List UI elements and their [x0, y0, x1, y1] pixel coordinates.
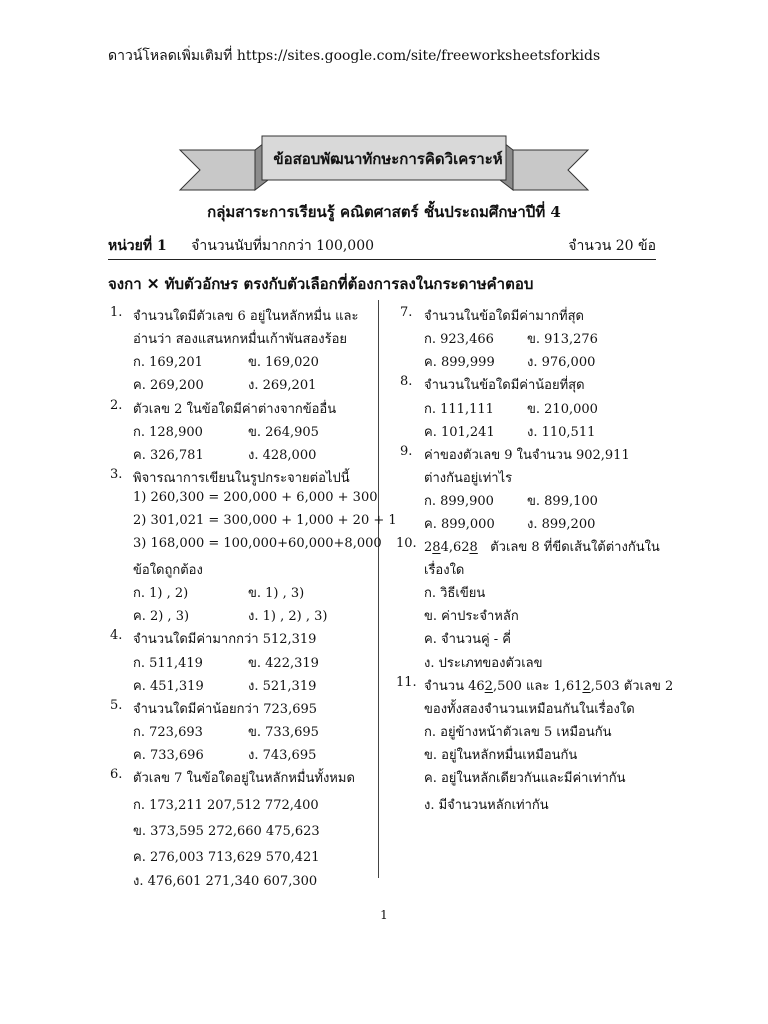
q11-part-1: จำนวน 46 — [424, 679, 485, 694]
q10-underlined-digit-1: 8 — [432, 540, 441, 555]
banner-title: ข้อสอบพัฒนาทักษะการคิดวิเคราะห์ — [273, 150, 503, 168]
q4-choice-c[interactable]: ค. 451,319 — [133, 679, 204, 694]
q5-choice-b[interactable]: ข. 733,695 — [248, 725, 319, 740]
q10-choice-d[interactable]: ง. ประเภทของตัวเลข — [424, 656, 543, 671]
q4-choice-b[interactable]: ข. 422,319 — [248, 656, 319, 671]
q9-choice-c[interactable]: ค. 899,000 — [424, 517, 495, 532]
q2-choice-a[interactable]: ก. 128,900 — [133, 425, 203, 440]
download-note: ดาวน์โหลดเพิ่มเติมที่ https://sites.google.com/site/freeworksheetsforkids — [108, 48, 601, 64]
q9-choice-a[interactable]: ก. 899,900 — [424, 494, 494, 509]
q10-digit-c: 4,62 — [440, 540, 470, 555]
q3-choice-b[interactable]: ข. 1) , 3) — [248, 586, 305, 601]
q10-underlined-digit-2: 8 — [469, 540, 478, 555]
q2-text: ตัวเลข 2 ในข้อใดมีค่าต่างจากข้ออื่น — [133, 402, 337, 417]
q4-text: จำนวนใดมีค่ามากกว่า 512,319 — [133, 632, 317, 647]
q9-text: ค่าของตัวเลข 9 ในจำนวน 902,911 — [424, 448, 630, 463]
q7-choice-d[interactable]: ง. 976,000 — [527, 355, 596, 370]
q7-choice-c[interactable]: ค. 899,999 — [424, 355, 495, 370]
q11-choice-d[interactable]: ง. มีจำนวนหลักเท่ากัน — [424, 798, 549, 813]
q5-number: 5. — [110, 698, 123, 713]
divider-line — [108, 259, 656, 260]
q1-choice-d[interactable]: ง. 269,201 — [248, 378, 317, 393]
q9-text-2: ต่างกันอยู่เท่าไร — [424, 471, 513, 486]
q10-choice-b[interactable]: ข. ค่าประจำหลัก — [424, 609, 519, 624]
q6-text: ตัวเลข 7 ในข้อใดอยู่ในหลักหมื่นทั้งหมด — [133, 771, 355, 786]
q4-number: 4. — [110, 628, 123, 643]
q4-choice-d[interactable]: ง. 521,319 — [248, 679, 317, 694]
q8-number: 8. — [400, 374, 413, 389]
q5-text: จำนวนใดมีค่าน้อยกว่า 723,695 — [133, 702, 318, 717]
subject-title: กลุ่มสาระการเรียนรู้ คณิตศาสตร์ ชั้นประถมศึกษาปีที่ 4 — [207, 203, 561, 221]
q5-choice-d[interactable]: ง. 743,695 — [248, 748, 317, 763]
q10-rest: ตัวเลข 8 ที่ขีดเส้นใต้ต่างกันใน — [490, 540, 660, 555]
q11-underlined-digit-1: 2 — [484, 679, 493, 694]
page-number: 1 — [380, 908, 388, 922]
q3-number: 3. — [110, 467, 123, 482]
q1-text-2: อ่านว่า สองแสนหกหมื่นเก้าพันสองร้อย — [133, 332, 348, 347]
q11-choice-b[interactable]: ข. อยู่ในหลักหมื่นเหมือนกัน — [424, 748, 578, 763]
q3-text-2: ข้อใดถูกต้อง — [133, 563, 203, 578]
q9-choice-b[interactable]: ข. 899,100 — [527, 494, 598, 509]
q10-text-2: เรื่องใด — [424, 563, 465, 578]
q9-choice-d[interactable]: ง. 899,200 — [527, 517, 596, 532]
q9-number: 9. — [400, 444, 413, 459]
unit-title: จำนวนนับที่มากกว่า 100,000 — [191, 238, 375, 254]
q5-choice-c[interactable]: ค. 733,696 — [133, 748, 204, 763]
q3-choice-a[interactable]: ก. 1) , 2) — [133, 586, 189, 601]
q6-number: 6. — [110, 767, 123, 782]
q6-choice-a[interactable]: ก. 173,211 207,512 772,400 — [133, 798, 319, 813]
q7-number: 7. — [400, 305, 413, 320]
q11-choice-a[interactable]: ก. อยู่ข้างหน้าตัวเลข 5 เหมือนกัน — [424, 725, 612, 740]
unit-row — [108, 235, 656, 257]
q3-statement-3: 3) 168,000 = 100,000+60,000+8,000 — [133, 536, 382, 551]
q4-choice-a[interactable]: ก. 511,419 — [133, 656, 203, 671]
q11-text — [424, 675, 673, 696]
q3-choice-d[interactable]: ง. 1) , 2) , 3) — [248, 609, 328, 624]
q7-choice-b[interactable]: ข. 913,276 — [527, 332, 598, 347]
q10-choice-c[interactable]: ค. จำนวนคู่ - คี่ — [424, 632, 512, 647]
q8-choice-d[interactable]: ง. 110,511 — [527, 425, 596, 440]
q11-part-3: ,503 ตัวเลข 2 — [590, 679, 674, 694]
q6-choice-b[interactable]: ข. 373,595 272,660 475,623 — [133, 824, 320, 839]
q6-choice-c[interactable]: ค. 276,003 713,629 570,421 — [133, 850, 320, 865]
instruction: จงกา ✕ ทับตัวอักษร ตรงกับตัวเลือกที่ต้องการลงในกระดาษคำตอบ — [108, 275, 534, 293]
q2-number: 2. — [110, 398, 123, 413]
q1-choice-b[interactable]: ข. 169,020 — [248, 355, 319, 370]
unit-number: หน่วยที่ 1 — [108, 238, 167, 254]
q11-text-2: ของทั้งสองจำนวนเหมือนกันในเรื่องใด — [424, 702, 635, 717]
q8-choice-a[interactable]: ก. 111,111 — [424, 402, 494, 417]
q5-choice-a[interactable]: ก. 723,693 — [133, 725, 203, 740]
q11-underlined-digit-2: 2 — [582, 679, 591, 694]
q10-choice-a[interactable]: ก. วิธีเขียน — [424, 586, 486, 601]
q10-number: 10. — [396, 536, 417, 551]
q1-choice-a[interactable]: ก. 169,201 — [133, 355, 203, 370]
q3-choice-c[interactable]: ค. 2) , 3) — [133, 609, 190, 624]
q3-text: พิจารณาการเขียนในรูปกระจายต่อไปนี้ — [133, 471, 350, 486]
q11-part-2: ,500 และ 1,61 — [492, 679, 583, 694]
q2-choice-b[interactable]: ข. 264,905 — [248, 425, 319, 440]
q1-number: 1. — [110, 305, 123, 320]
q8-choice-c[interactable]: ค. 101,241 — [424, 425, 495, 440]
q3-statement-1: 1) 260,300 = 200,000 + 6,000 + 300 — [133, 490, 378, 505]
q7-choice-a[interactable]: ก. 923,466 — [424, 332, 494, 347]
q3-statement-2: 2) 301,021 = 300,000 + 1,000 + 20 + 1 — [133, 513, 397, 528]
q8-text: จำนวนในข้อใดมีค่าน้อยที่สุด — [424, 378, 585, 393]
q10-text — [424, 536, 660, 557]
q2-choice-c[interactable]: ค. 326,781 — [133, 448, 204, 463]
q11-choice-c[interactable]: ค. อยู่ในหลักเดียวกันและมีค่าเท่ากัน — [424, 771, 626, 786]
q11-number: 11. — [396, 675, 417, 690]
q1-choice-c[interactable]: ค. 269,200 — [133, 378, 204, 393]
q2-choice-d[interactable]: ง. 428,000 — [248, 448, 317, 463]
q10-digit-a: 2 — [424, 540, 433, 555]
q1-text: จำนวนใดมีตัวเลข 6 อยู่ในหลักหมื่น และ — [133, 309, 359, 324]
question-count: จำนวน 20 ข้อ — [568, 238, 656, 254]
q7-text: จำนวนในข้อใดมีค่ามากที่สุด — [424, 309, 584, 324]
q6-choice-d[interactable]: ง. 476,601 271,340 607,300 — [133, 874, 318, 889]
q8-choice-b[interactable]: ข. 210,000 — [527, 402, 598, 417]
column-divider — [378, 300, 379, 878]
